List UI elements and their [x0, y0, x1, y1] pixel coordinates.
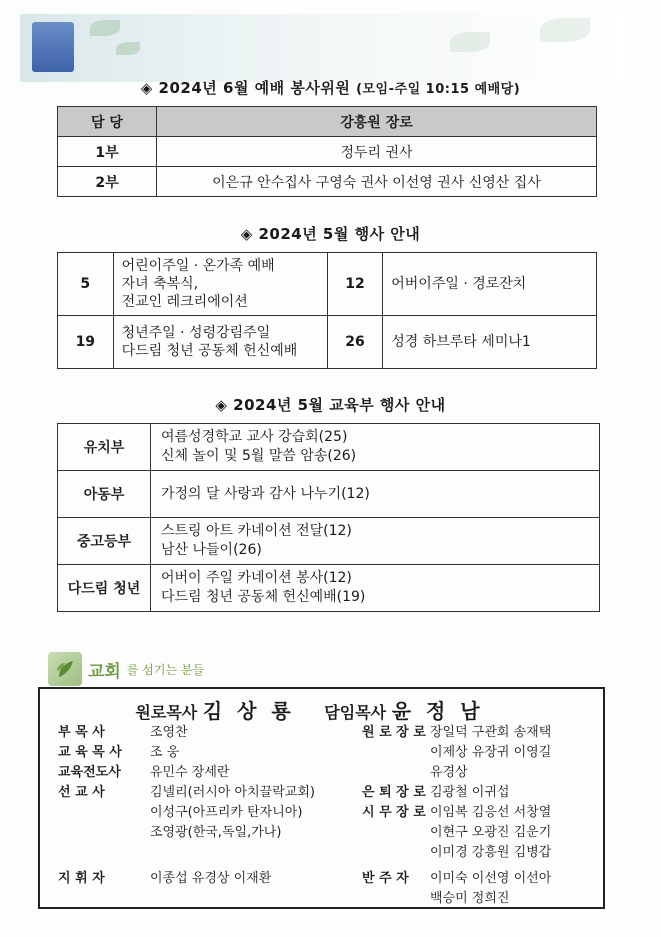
- dept-events: [151, 471, 600, 518]
- staff-box: [38, 687, 605, 909]
- dept-name: 유치부: [58, 424, 151, 471]
- table-row: [58, 316, 597, 369]
- table-row: [58, 565, 600, 612]
- header-banner: [20, 14, 631, 82]
- service-table: [57, 106, 597, 197]
- staff-value: 조영광(한국,독일,가나): [150, 825, 282, 840]
- staff-label: 부 목 사: [58, 725, 105, 740]
- staff-row: [362, 763, 551, 783]
- table-row: [58, 253, 597, 316]
- dept-name: 아동부: [58, 471, 151, 518]
- events-table: [57, 252, 597, 369]
- staff-value: 유민수 장세란: [150, 765, 230, 780]
- leaf-decoration: [450, 32, 490, 52]
- staff-row: [362, 843, 551, 863]
- candle-image: [32, 22, 74, 72]
- dept-name: 다드림 청년: [58, 565, 151, 612]
- staff-label: 은 퇴 장 로: [362, 785, 426, 800]
- staff-row: [362, 723, 551, 743]
- staff-row: [362, 889, 551, 909]
- leaf-decoration: [116, 42, 140, 55]
- event-line: 청년주일 · 성령강림주일: [121, 325, 271, 341]
- table-header-row: [58, 107, 597, 137]
- row-value: 이은규 안수집사 구영숙 권사 이선영 권사 신영산 집사: [157, 167, 597, 197]
- event-line: 어린이주일 · 온가족 예배: [121, 258, 275, 274]
- staff-value: 유경상: [430, 765, 468, 780]
- header-label: 담 당: [58, 107, 157, 137]
- staff-value: 이제상 유장귀 이영길: [430, 745, 552, 760]
- event-line: 신체 놀이 및 5월 말씀 암송(26): [161, 448, 357, 464]
- staff-value: 이현구 오광진 김운기: [430, 825, 552, 840]
- table-row: [58, 471, 600, 518]
- staff-row: [362, 743, 551, 763]
- pastor-role: 담임목사: [324, 703, 387, 722]
- event-line: 남산 나들이(26): [161, 542, 262, 558]
- table-row: [58, 424, 600, 471]
- staff-label: 지 휘 자: [58, 871, 105, 886]
- event-line: 어버이 주일 카네이션 봉사(12): [161, 570, 352, 586]
- section-subtitle: (모임-주일 10:15 예배당): [356, 82, 521, 97]
- staff-row: [58, 763, 315, 783]
- staff-label: 교육전도사: [58, 765, 121, 780]
- staff-value: 이성구(아프리카 탄자니아): [150, 805, 303, 820]
- staff-value: 김광철 이귀섭: [430, 785, 510, 800]
- pastor-name: 김 상 룡: [202, 699, 295, 723]
- row-label: 1부: [58, 137, 157, 167]
- dept-events: [151, 518, 600, 565]
- staff-value: 조영찬: [150, 725, 188, 740]
- section-title-may-events: ◈ 2024년 5월 행사 안내: [240, 225, 421, 243]
- staff-row: [58, 743, 315, 763]
- table-row: [58, 137, 597, 167]
- staff-row: [58, 803, 315, 823]
- education-table: [57, 423, 600, 612]
- staff-row: [58, 869, 315, 889]
- staff-value: 이종섭 유경상 이재환: [150, 871, 272, 886]
- event-day: 5: [58, 253, 114, 316]
- staff-left-column: [58, 723, 315, 889]
- staff-row: [362, 803, 551, 823]
- staff-label: 원 로 장 로: [362, 725, 426, 740]
- event-line: 다드림 청년 공동체 헌신예배: [121, 343, 298, 359]
- serving-subtitle: 를 섬기는 분들: [126, 662, 205, 677]
- section-title-june-service: [0, 77, 661, 98]
- staff-label: 교 육 목 사: [58, 745, 122, 760]
- row-label: 2부: [58, 167, 157, 197]
- staff-value: 김넬리(러시아 아치끌락교회): [150, 785, 315, 800]
- event-line: 가정의 달 사랑과 감사 나누기(12): [161, 485, 370, 502]
- serving-title: 교회: [88, 661, 121, 682]
- staff-row: [58, 723, 315, 743]
- event-text: [113, 253, 327, 316]
- dept-name: 중고등부: [58, 518, 151, 565]
- staff-row: [58, 783, 315, 803]
- staff-value: 백승미 정희진: [430, 891, 510, 906]
- staff-value: 이미경 강흥원 김병갑: [430, 845, 552, 860]
- table-row: [58, 167, 597, 197]
- staff-row: [58, 843, 315, 863]
- staff-value: 이임복 김응선 서창열: [430, 805, 552, 820]
- row-value: 정두리 권사: [157, 137, 597, 167]
- section-title-education-events: ◈ 2024년 5월 교육부 행사 안내: [215, 396, 446, 414]
- staff-row: [362, 783, 551, 803]
- staff-row: [58, 823, 315, 843]
- event-day: 12: [327, 253, 383, 316]
- staff-row: [362, 823, 551, 843]
- event-line: 전교인 레크리에이션: [121, 294, 248, 310]
- event-text: [113, 316, 327, 369]
- pastor-role: 원로목사: [135, 703, 198, 722]
- event-day: 19: [58, 316, 114, 369]
- leaf-icon: [48, 652, 82, 686]
- staff-value: 조 웅: [150, 745, 180, 760]
- staff-label: 시 무 장 로: [362, 805, 426, 820]
- serving-header: [48, 652, 204, 686]
- event-line: 다드림 청년 공동체 헌신예배(19): [161, 589, 366, 605]
- event-text: 어버이주일 · 경로잔치: [383, 253, 597, 316]
- section-title-text: ◈ 2024년 6월 예배 봉사위원: [140, 79, 351, 97]
- event-line: 스트링 아트 카네이션 전달(12): [161, 523, 352, 539]
- staff-label: 선 교 사: [58, 785, 105, 800]
- staff-value: 장일덕 구관회 송재택: [430, 725, 552, 740]
- dept-events: [151, 424, 600, 471]
- leaf-decoration: [540, 18, 590, 42]
- event-line: 자녀 축복식,: [121, 276, 199, 292]
- pastors-line: [40, 695, 603, 724]
- staff-value: 이미숙 이선영 이선아: [430, 871, 552, 886]
- event-day: 26: [327, 316, 383, 369]
- table-row: [58, 518, 600, 565]
- header-value: 강흥원 장로: [157, 107, 597, 137]
- staff-row: [362, 869, 551, 889]
- staff-label: 반 주 자: [362, 871, 409, 886]
- leaf-decoration: [90, 20, 120, 36]
- event-line: 여름성경학교 교사 강습회(25): [161, 429, 348, 445]
- event-text: 성경 하브루타 세미나1: [383, 316, 597, 369]
- pastor-name: 윤 정 남: [391, 699, 484, 723]
- dept-events: [151, 565, 600, 612]
- staff-right-column: [362, 723, 551, 909]
